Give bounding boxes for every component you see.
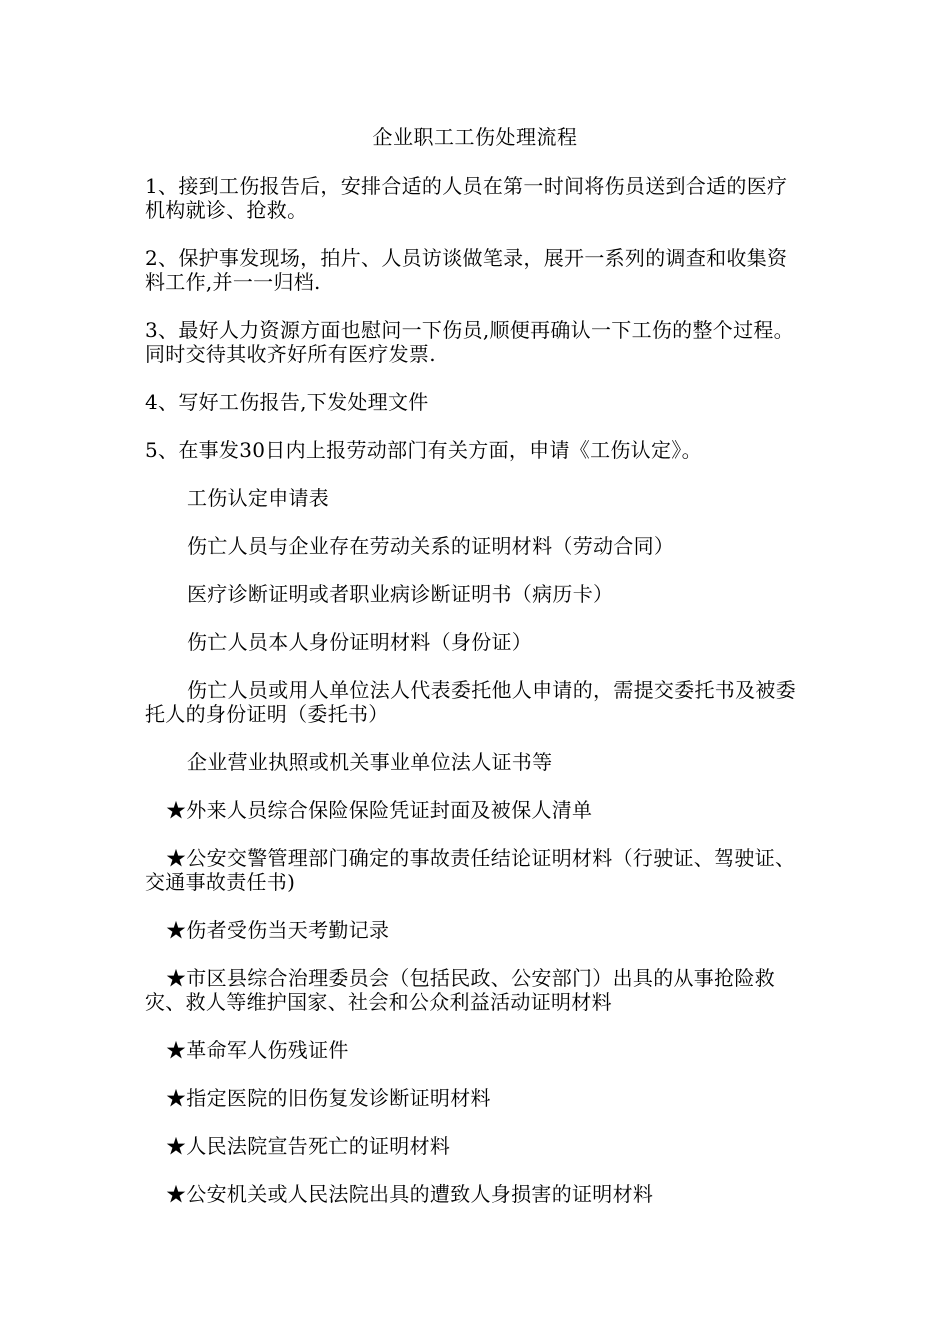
material-item: 伤亡人员本人身份证明材料（身份证） xyxy=(187,630,533,654)
starred-item: ★革命军人伤残证件 xyxy=(166,1038,349,1062)
starred-item: ★公安机关或人民法院出具的遭致人身损害的证明材料 xyxy=(166,1182,654,1206)
material-item: 伤亡人员或用人单位法人代表委托他人申请的，需提交委托书及被委托人的身份证明（委托书） xyxy=(145,678,796,726)
step-5: 5、在事发30日内上报劳动部门有关方面，申请《工伤认定》。 xyxy=(145,438,702,462)
starred-item: ★伤者受伤当天考勤记录 xyxy=(166,918,390,942)
step-2: 2、保护事发现场，拍片、人员访谈做笔录，展开一系列的调查和收集资料工作,并一一归档. xyxy=(145,246,788,294)
step-3: 3、最好人力资源方面也慰问一下伤员,顺便再确认一下工伤的整个过程。同时交待其收齐好所有医疗发票. xyxy=(145,318,794,366)
starred-item: ★人民法院宣告死亡的证明材料 xyxy=(166,1134,451,1158)
step-1: 1、接到工伤报告后，安排合适的人员在第一时间将伤员送到合适的医疗机构就诊、抢救。 xyxy=(145,174,788,222)
material-item: 企业营业执照或机关事业单位法人证书等 xyxy=(187,750,553,774)
document-title: 企业职工工伤处理流程 xyxy=(372,125,578,149)
starred-item: ★指定医院的旧伤复发诊断证明材料 xyxy=(166,1086,491,1110)
material-item: 伤亡人员与企业存在劳动关系的证明材料（劳动合同） xyxy=(187,534,675,558)
starred-item: ★市区县综合治理委员会（包括民政、公安部门）出具的从事抢险救灾、救人等维护国家、社会和公众利益活动证明材料 xyxy=(145,966,775,1014)
step-4: 4、写好工伤报告,下发处理文件 xyxy=(145,390,429,414)
starred-item: ★公安交警管理部门确定的事故责任结论证明材料（行驶证、驾驶证、交通事故责任书) xyxy=(145,846,796,894)
starred-item: ★外来人员综合保险保险凭证封面及被保人清单 xyxy=(166,798,593,822)
material-item: 工伤认定申请表 xyxy=(187,486,330,510)
document-body xyxy=(145,174,805,1230)
material-item: 医疗诊断证明或者职业病诊断证明书（病历卡） xyxy=(187,582,614,606)
